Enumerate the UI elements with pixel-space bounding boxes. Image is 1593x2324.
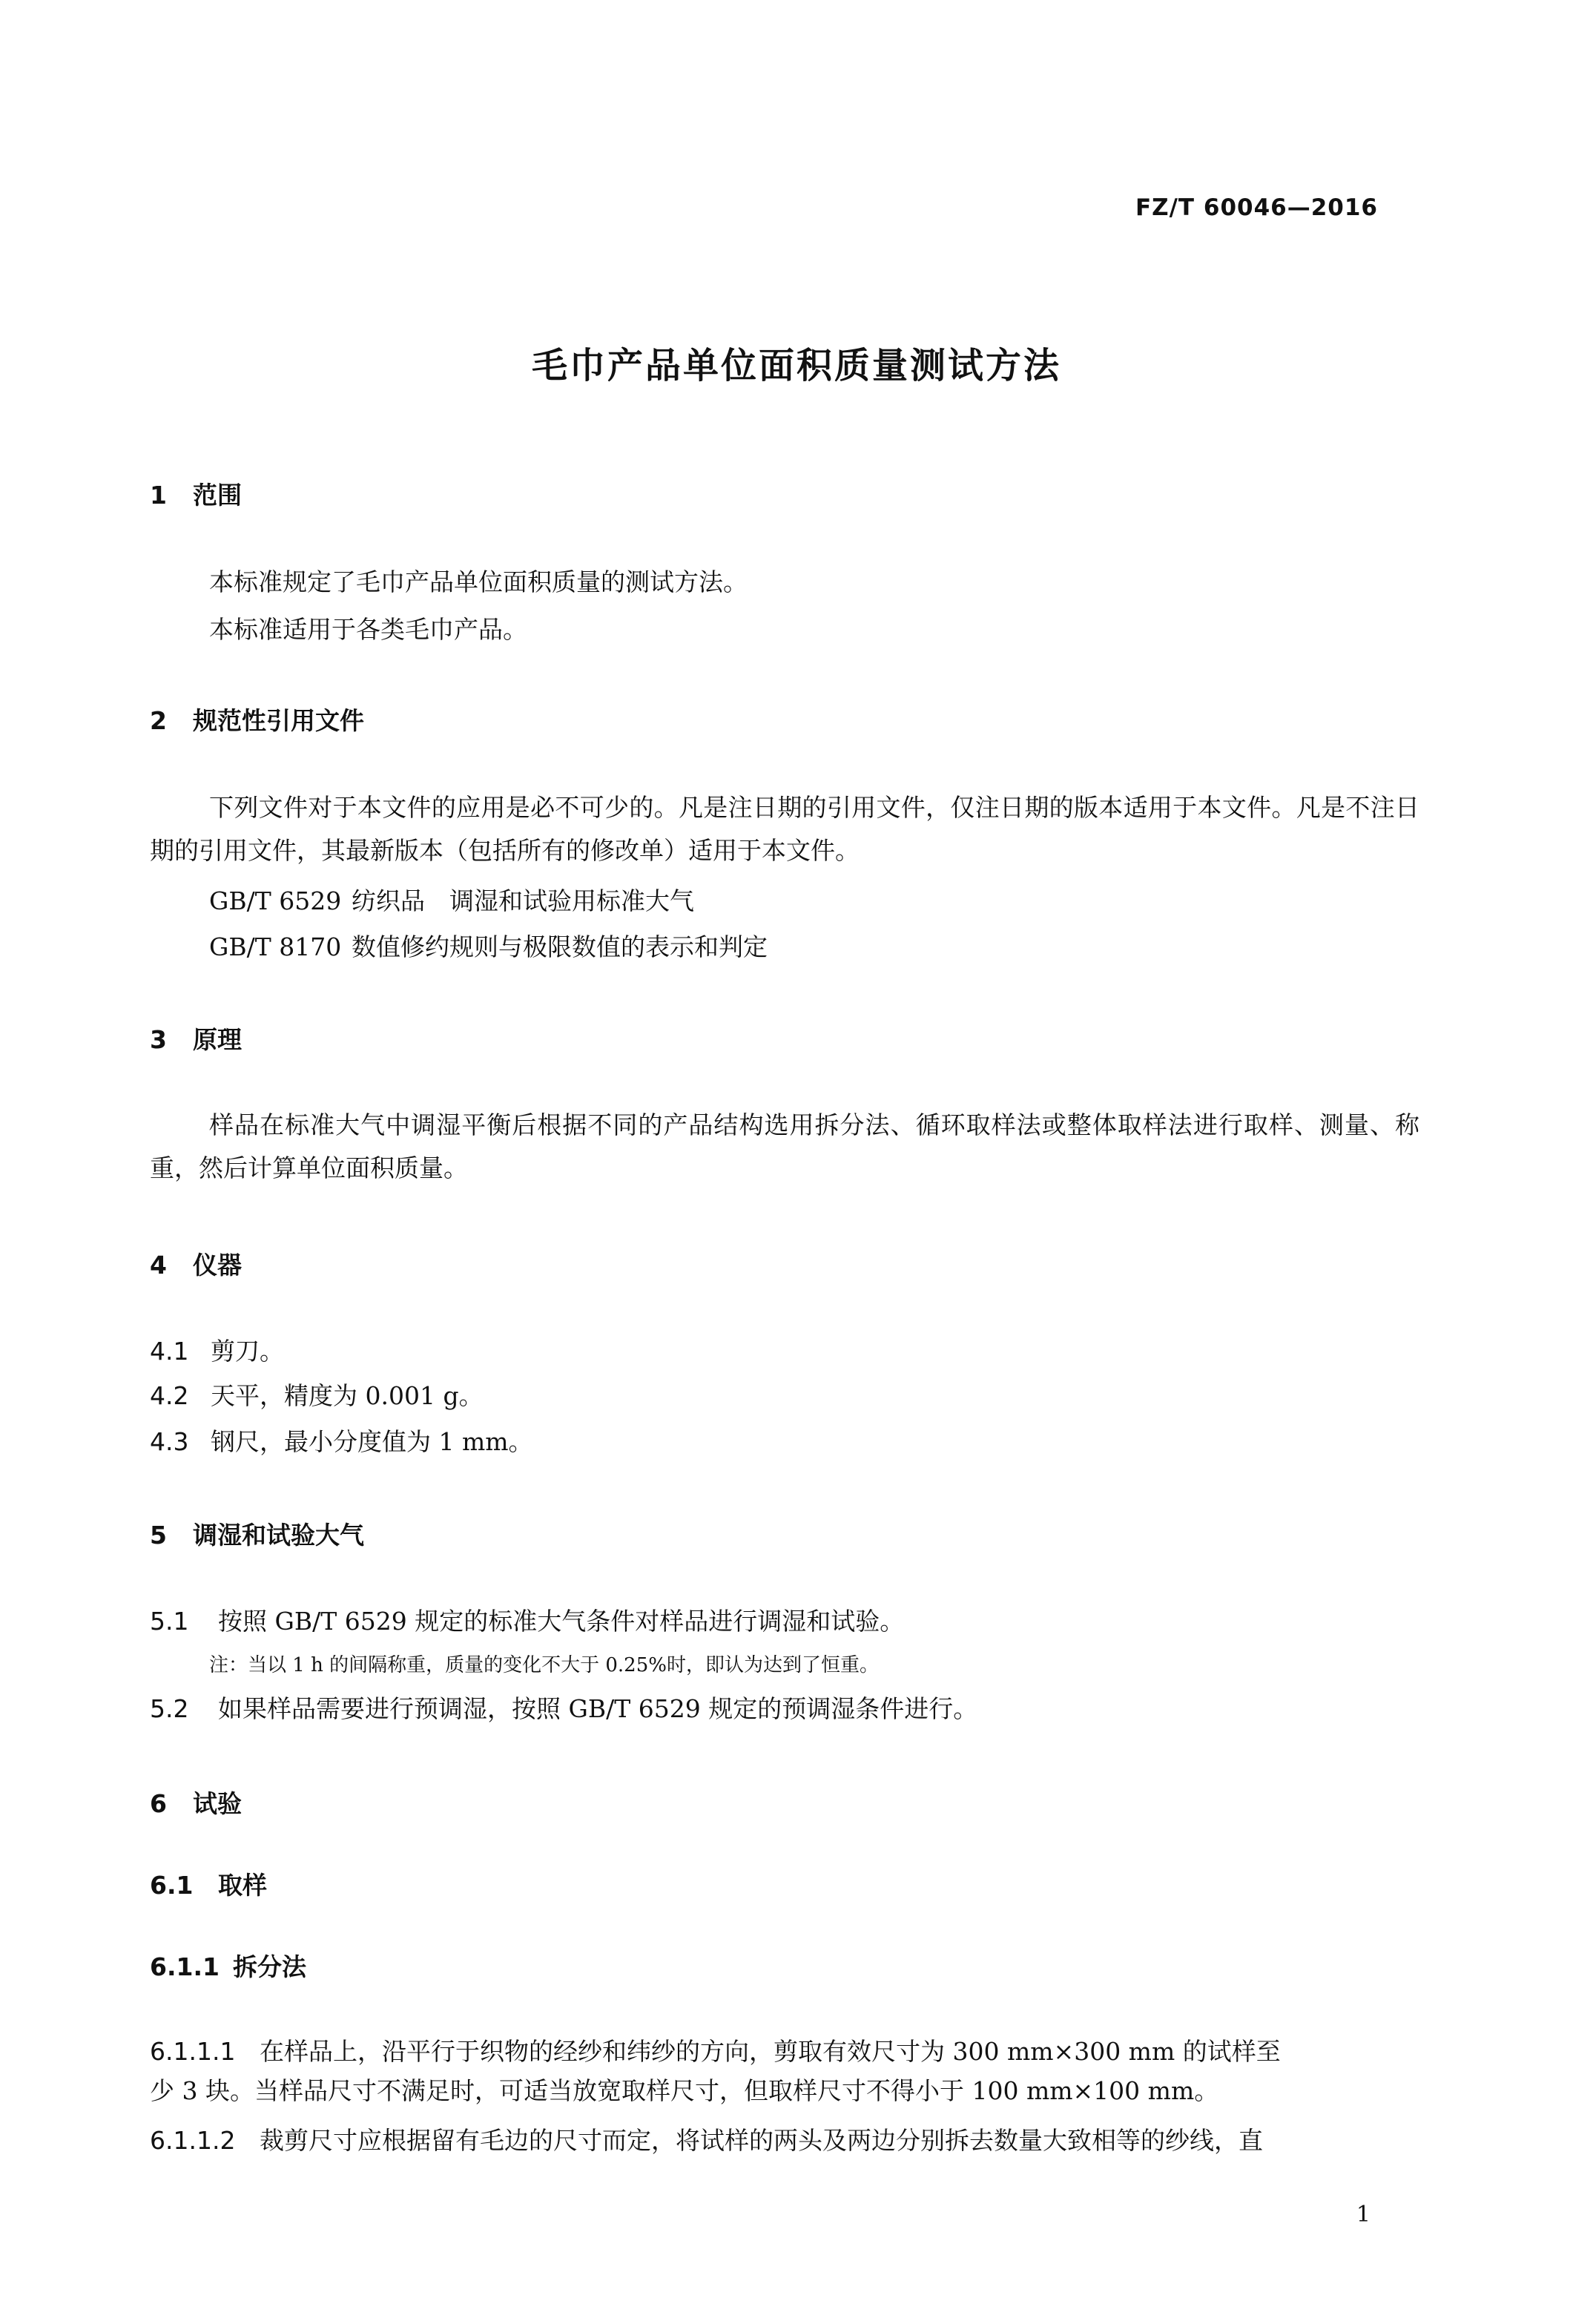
item-text: 剪刀。	[211, 1337, 284, 1366]
list-item	[150, 1423, 533, 1458]
section-number: 6	[150, 1789, 167, 1818]
item-number: 6.1.1.2	[150, 2126, 236, 2155]
subsection-6-1-1-heading	[150, 1948, 306, 1983]
standard-number: FZ/T 60046—2016	[1135, 194, 1378, 221]
document-title: 毛巾产品单位面积质量测试方法	[531, 345, 1061, 386]
paragraph: 本标准适用于各类毛巾产品。	[209, 615, 527, 644]
paragraph: 下列文件对于本文件的应用是必不可少的。凡是注日期的引用文件，仅注日期的版本适用于本文件。凡是不注日期的引用文件，其最新版本（包括所有的修改单）适用于本文件。	[150, 793, 1419, 865]
item-number: 4.3	[150, 1427, 189, 1456]
section-3-heading	[150, 1021, 242, 1056]
item-text: 按照 GB/T 6529 规定的标准大气条件对样品进行调湿和试验。	[218, 1607, 905, 1636]
section-number: 2	[150, 706, 167, 735]
item-text: 在样品上，沿平行于织物的经纱和纬纱的方向，剪取有效尺寸为 300 mm×300 mm 的试样至	[260, 2037, 1281, 2066]
paragraph: 本标准规定了毛巾产品单位面积质量的测试方法。	[209, 567, 748, 596]
reference-title: 数值修约规则与极限数值的表示和判定	[352, 932, 768, 961]
item-number: 5.1	[150, 1607, 189, 1636]
section-title: 试验	[193, 1789, 242, 1818]
item-number: 4.1	[150, 1337, 189, 1366]
section-number: 1	[150, 481, 167, 510]
section-title: 原理	[193, 1025, 242, 1054]
section-number: 4	[150, 1251, 167, 1280]
page-number: 1	[1356, 2202, 1371, 2228]
reference-code: GB/T 6529	[209, 886, 342, 915]
reference-item	[209, 880, 694, 923]
item-number: 6.1.1.1	[150, 2037, 236, 2066]
item-text: 裁剪尺寸应根据留有毛边的尺寸而定，将试样的两头及两边分别拆去数量大致相等的纱线，直	[260, 2126, 1263, 2155]
list-item	[150, 1377, 484, 1412]
section-number: 3	[150, 1025, 167, 1054]
subsection-6-1-heading	[150, 1866, 267, 1901]
list-item	[150, 1690, 977, 1725]
list-item	[150, 2121, 1263, 2156]
section-5-heading	[150, 1516, 364, 1551]
reference-item	[209, 926, 768, 969]
section-4-heading	[150, 1246, 242, 1281]
section-title: 范围	[193, 481, 242, 510]
section-2-heading	[150, 702, 364, 737]
note: 注：当以 1 h 的间隔称重，质量的变化不大于 0.25%时，即认为达到了恒重。	[209, 1654, 879, 1676]
list-item	[150, 1332, 284, 1367]
item-continuation: 少 3 块。当样品尺寸不满足时，可适当放宽取样尺寸，但取样尺寸不得小于 100 mm×100 mm。	[150, 2076, 1219, 2105]
subsection-title: 取样	[218, 1871, 267, 1900]
item-text: 钢尺，最小分度值为 1 mm。	[211, 1427, 533, 1456]
item-number: 5.2	[150, 1694, 189, 1723]
reference-code: GB/T 8170	[209, 932, 342, 961]
section-title: 仪器	[193, 1251, 242, 1280]
section-6-heading	[150, 1785, 242, 1820]
section-title: 规范性引用文件	[193, 706, 364, 735]
item-text: 如果样品需要进行预调湿，按照 GB/T 6529 规定的预调湿条件进行。	[218, 1694, 978, 1723]
paragraph: 样品在标准大气中调湿平衡后根据不同的产品结构选用拆分法、循环取样法或整体取样法进行取样、测量、称重，然后计算单位面积质量。	[150, 1110, 1419, 1182]
item-text: 天平，精度为 0.001 g。	[211, 1381, 484, 1410]
list-item	[150, 2032, 1281, 2067]
subsection-number: 6.1	[150, 1871, 194, 1900]
item-number: 4.2	[150, 1381, 189, 1410]
section-1-heading	[150, 476, 242, 511]
section-number: 5	[150, 1521, 167, 1550]
list-item	[150, 1602, 904, 1637]
subsection-title: 拆分法	[233, 1952, 306, 1981]
reference-title: 纺织品 调湿和试验用标准大气	[352, 886, 694, 915]
subsection-number: 6.1.1	[150, 1952, 220, 1981]
section-title: 调湿和试验大气	[193, 1521, 364, 1550]
